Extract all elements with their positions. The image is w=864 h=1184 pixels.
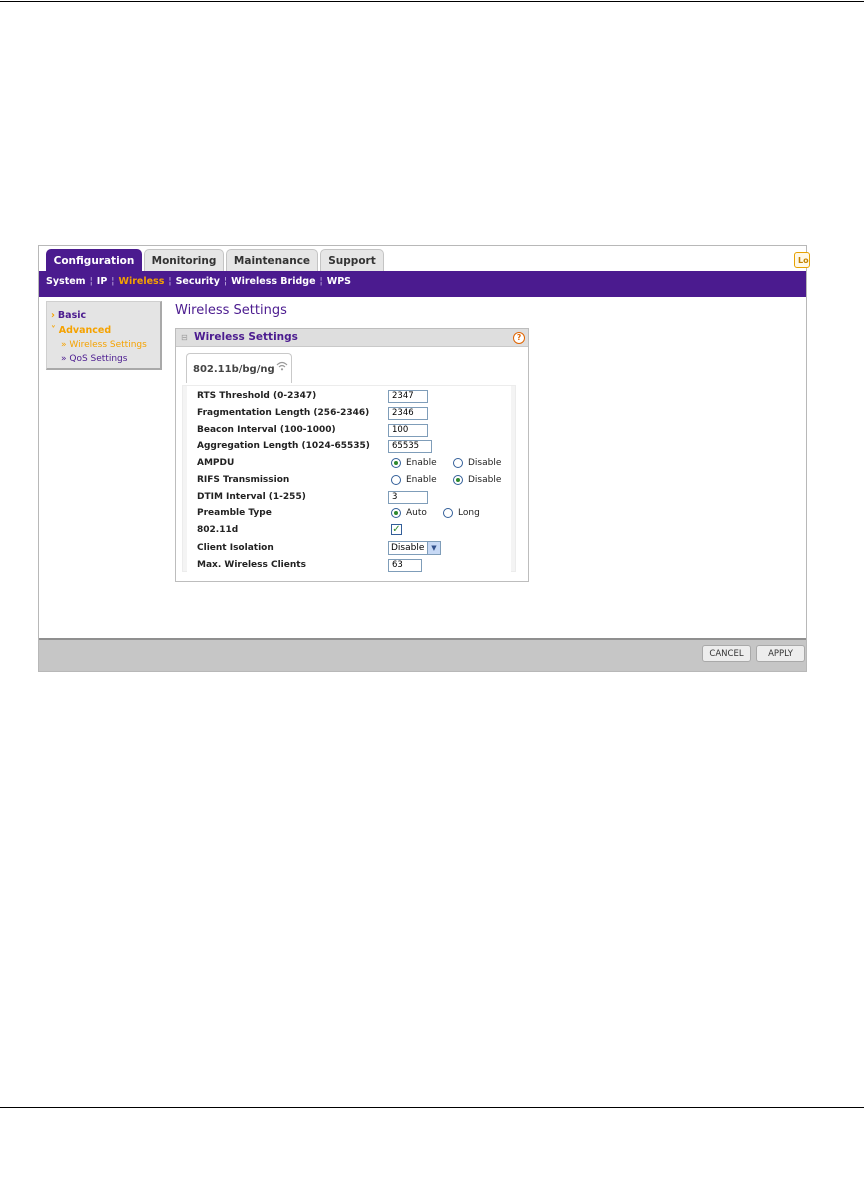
subnav-security[interactable]: Security bbox=[175, 276, 220, 287]
aggregation-length-label: Aggregation Length (1024-65535) bbox=[197, 441, 370, 451]
preamble-auto-radio[interactable] bbox=[391, 508, 401, 518]
subnav-system[interactable]: System bbox=[46, 276, 86, 287]
max-wireless-clients-input[interactable]: 63 bbox=[388, 559, 422, 572]
subnav-ip[interactable]: IP bbox=[96, 276, 108, 287]
fragmentation-length-input[interactable]: 2346 bbox=[388, 407, 428, 420]
fragmentation-length-label: Fragmentation Length (256-2346) bbox=[197, 408, 370, 418]
beacon-interval-input[interactable]: 100 bbox=[388, 424, 428, 437]
aggregation-length-input[interactable]: 65535 bbox=[388, 440, 432, 453]
subnav-separator: ¦ bbox=[111, 276, 115, 287]
apply-button[interactable]: APPLY bbox=[756, 645, 805, 662]
wireless-settings-panel bbox=[175, 328, 529, 582]
panel-title: Wireless Settings bbox=[194, 331, 298, 343]
sidebar-item-label: Basic bbox=[57, 310, 87, 321]
max-wireless-clients-label: Max. Wireless Clients bbox=[197, 560, 306, 570]
settings-form-area bbox=[182, 385, 516, 572]
ampdu-disable-label: Disable bbox=[468, 458, 502, 468]
preamble-long-label: Long bbox=[458, 508, 480, 518]
sidebar-item-label: Advanced bbox=[58, 325, 112, 336]
dtim-interval-label: DTIM Interval (1-255) bbox=[197, 492, 306, 502]
rifs-enable-radio[interactable] bbox=[391, 475, 401, 485]
tab-monitoring[interactable]: Monitoring bbox=[144, 249, 224, 271]
band-tab-label: 802.11b/bg/ng bbox=[193, 364, 275, 375]
sub-navigation bbox=[39, 271, 806, 297]
chevron-right-icon: › bbox=[51, 310, 55, 321]
panel-header bbox=[176, 329, 528, 347]
rts-threshold-input[interactable]: 2347 bbox=[388, 390, 428, 403]
rts-threshold-label: RTS Threshold (0-2347) bbox=[197, 391, 317, 401]
sidebar-item-qos-settings[interactable]: » QoS Settings bbox=[61, 354, 128, 364]
page-title: Wireless Settings bbox=[175, 303, 287, 318]
rifs-disable-radio[interactable] bbox=[453, 475, 463, 485]
subnav-separator: ¦ bbox=[319, 276, 323, 287]
subnav-wps[interactable]: WPS bbox=[326, 276, 352, 287]
rifs-transmission-label: RIFS Transmission bbox=[197, 475, 290, 485]
subnav-wireless-bridge[interactable]: Wireless Bridge bbox=[231, 276, 316, 287]
rifs-enable-label: Enable bbox=[406, 475, 437, 485]
subnav-separator: ¦ bbox=[89, 276, 93, 287]
client-isolation-label: Client Isolation bbox=[197, 543, 274, 553]
preamble-long-radio[interactable] bbox=[443, 508, 453, 518]
action-bar bbox=[39, 638, 806, 671]
sidebar-item-wireless-settings[interactable]: » Wireless Settings bbox=[61, 340, 147, 350]
sidebar-item-basic[interactable] bbox=[51, 310, 86, 321]
help-icon[interactable]: ? bbox=[513, 332, 525, 344]
tab-support[interactable]: Support bbox=[320, 249, 384, 271]
tab-maintenance[interactable]: Maintenance bbox=[226, 249, 318, 271]
main-tab-bar bbox=[39, 246, 809, 271]
client-isolation-select[interactable] bbox=[388, 541, 441, 555]
wifi-icon bbox=[276, 354, 288, 384]
preamble-type-label: Preamble Type bbox=[197, 508, 272, 518]
preamble-auto-label: Auto bbox=[406, 508, 427, 518]
ampdu-disable-radio[interactable] bbox=[453, 458, 463, 468]
beacon-interval-label: Beacon Interval (100-1000) bbox=[197, 425, 336, 435]
sidebar-menu bbox=[46, 301, 162, 370]
subnav-wireless[interactable]: Wireless bbox=[118, 276, 165, 287]
settings-form bbox=[187, 386, 511, 573]
client-isolation-value: Disable bbox=[391, 543, 425, 553]
chevron-down-icon: ▼ bbox=[427, 542, 440, 554]
dot11d-label: 802.11d bbox=[197, 525, 239, 535]
tab-802-11-band[interactable] bbox=[186, 353, 292, 383]
subnav-separator: ¦ bbox=[223, 276, 228, 287]
ampdu-enable-label: Enable bbox=[406, 458, 437, 468]
collapse-icon[interactable]: ⊟ bbox=[181, 333, 188, 342]
subnav-separator: ¦ bbox=[168, 276, 172, 287]
ampdu-enable-radio[interactable] bbox=[391, 458, 401, 468]
chevron-down-icon: ˅ bbox=[51, 325, 56, 336]
page-top-rule bbox=[0, 1, 864, 2]
router-admin-screenshot bbox=[38, 245, 807, 672]
ampdu-label: AMPDU bbox=[197, 458, 235, 468]
tab-configuration[interactable]: Configuration bbox=[46, 249, 142, 271]
logout-button[interactable]: Lo bbox=[794, 252, 810, 268]
dot11d-checkbox[interactable]: ✓ bbox=[392, 524, 401, 535]
cancel-button[interactable]: CANCEL bbox=[702, 645, 751, 662]
rifs-disable-label: Disable bbox=[468, 475, 502, 485]
sidebar-item-advanced[interactable] bbox=[51, 325, 111, 336]
dtim-interval-input[interactable]: 3 bbox=[388, 491, 428, 504]
page-bottom-rule bbox=[0, 1107, 864, 1108]
